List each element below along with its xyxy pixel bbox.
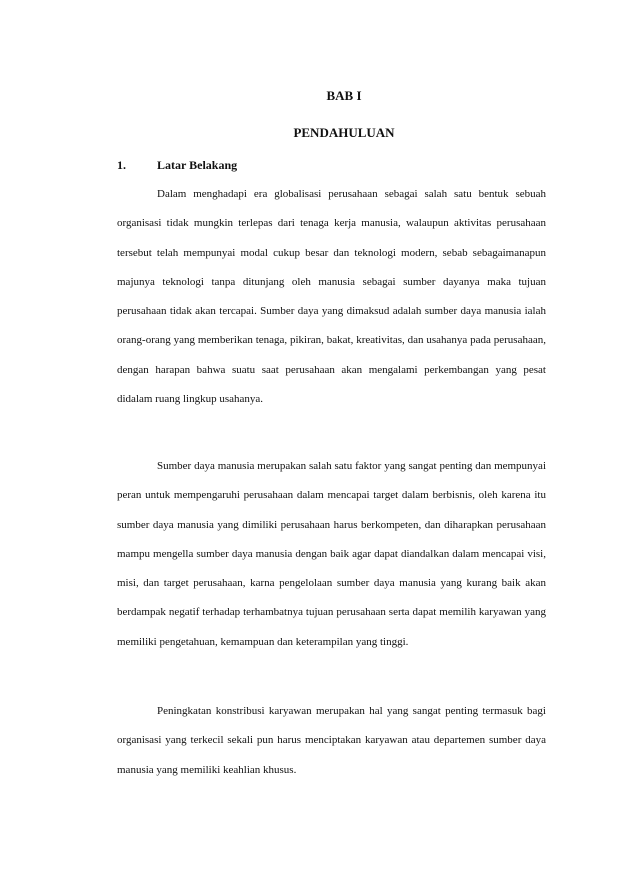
paragraph-2: Sumber daya manusia merupakan salah satu faktor yang sangat penting dan mempunyai peran untuk mempengaruhi perusahaan dalam mencapai target dalam berbisnis, oleh karena itu sumber daya manusia yang dimiliki perusahaan harus berkompeten, dan diharapkan perusahaan mampu mengella sumber daya manusia dengan baik agar dapat diandalkan dalam mencapai visi, misi, dan target perusahaan, karna pengelolaan sumber daya manusia yang kurang baik akan berdampak negatif terhadap terhambatnya tujuan perusahaan serta dapat memilih karyawan yang memiliki pengetahuan, kemampuan dan keterampilan yang tinggi. [117, 460, 546, 648]
chapter-number: BAB I [326, 88, 362, 103]
paragraph-3: Peningkatan konstribusi karyawan merupakan hal yang sangat penting termasuk bagi organisasi yang terkecil sekali pun harus menciptakan karyawan atau departemen sumber daya manusia yang memiliki keahlian khusus. [117, 705, 546, 776]
paragraph-1: Dalam menghadapi era globalisasi perusahaan sebagai salah satu bentuk sebuah organisasi tidak mungkin terlepas dari tenaga kerja manusia, walaupun aktivitas perusahaan tersebut telah mempunyai modal cukup besar dan teknologi modern, sebab sebagaimanapun majunya teknologi tanpa ditunjang oleh manusia sebagai sumber dayanya maka tujuan perusahaan tidak akan tercapai. Sumber daya yang dimaksud adalah sumber daya manusia ialah orang-orang yang memberikan tenaga, pikiran, bakat, kreativitas, dan usahanya pada perusahaan, dengan harapan bahwa suatu saat perusahaan akan mengalami perkembangan yang pesat didalam ruang lingkup usahanya. [117, 188, 546, 406]
section-title: Latar Belakang [157, 158, 238, 172]
chapter-title: PENDAHULUAN [293, 125, 395, 140]
section-heading [117, 158, 237, 173]
section-number: 1. [117, 158, 126, 172]
